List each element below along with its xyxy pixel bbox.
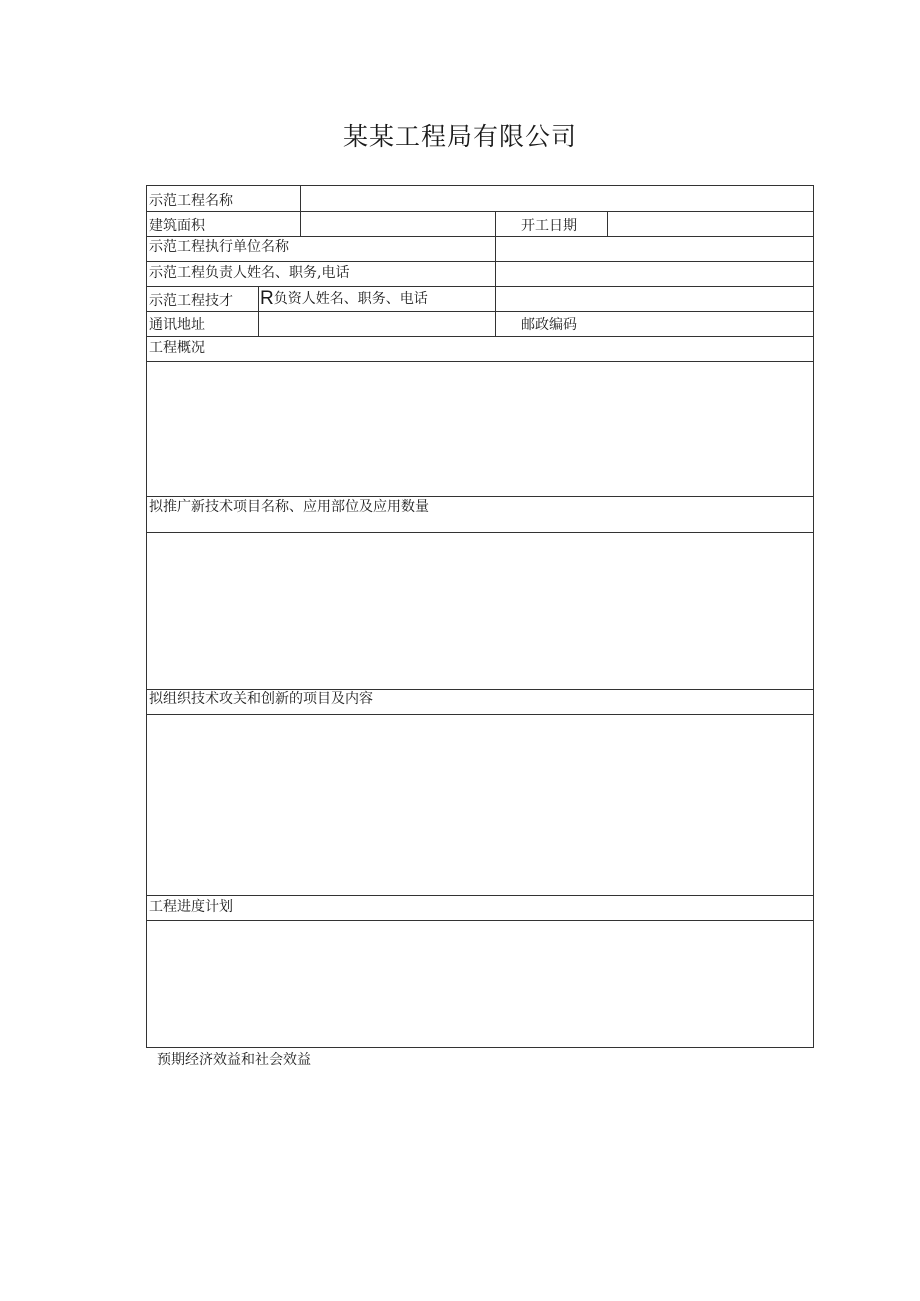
row-divider bbox=[147, 895, 813, 896]
innovation-field[interactable] bbox=[151, 719, 807, 891]
overview-label: 工程概况 bbox=[149, 340, 205, 356]
schedule-field[interactable] bbox=[151, 925, 807, 1043]
innovation-label: 拟组织技术攻关和创新的项目及内容 bbox=[149, 691, 373, 707]
column-divider bbox=[300, 186, 301, 236]
benefits-label: 预期经济效益和社会效益 bbox=[157, 1052, 311, 1068]
row-divider bbox=[147, 261, 813, 262]
row-divider bbox=[147, 920, 813, 921]
project-name-field[interactable] bbox=[305, 193, 810, 209]
new-tech-field[interactable] bbox=[151, 537, 807, 685]
row-divider bbox=[147, 689, 813, 690]
tech-lead-label-part-b: 负资人姓名、职务、电话 bbox=[273, 291, 428, 307]
manager-field[interactable] bbox=[500, 265, 810, 281]
overview-field[interactable] bbox=[151, 366, 807, 491]
row-divider bbox=[147, 211, 813, 212]
row-divider bbox=[147, 336, 813, 337]
column-divider bbox=[495, 211, 496, 336]
schedule-label: 工程进度计划 bbox=[149, 899, 233, 915]
building-area-field[interactable] bbox=[305, 218, 490, 234]
tech-lead-label-continued bbox=[260, 288, 428, 309]
address-field[interactable] bbox=[263, 317, 491, 333]
row-divider bbox=[147, 236, 813, 237]
postcode-label: 邮政编码 bbox=[521, 317, 577, 333]
exec-unit-field[interactable] bbox=[500, 239, 810, 255]
new-tech-label: 拟推广新技术项目名称、应用部位及应用数量 bbox=[149, 499, 429, 515]
postcode-field[interactable] bbox=[617, 317, 807, 333]
exec-unit-label: 示范工程执行单位名称 bbox=[149, 239, 289, 255]
tech-lead-label-r: R bbox=[260, 288, 274, 309]
row-divider bbox=[147, 361, 813, 362]
tech-lead-label-part-a: 示范工程技才 bbox=[149, 293, 233, 309]
row-divider bbox=[147, 311, 813, 312]
column-divider bbox=[607, 211, 608, 236]
start-date-field[interactable] bbox=[612, 218, 810, 234]
tech-lead-label bbox=[149, 293, 233, 309]
start-date-label: 开工日期 bbox=[521, 218, 577, 234]
building-area-label: 建筑面积 bbox=[149, 218, 205, 234]
project-name-label: 示范工程名称 bbox=[149, 193, 233, 209]
address-label: 通讯地址 bbox=[149, 317, 205, 333]
row-divider bbox=[147, 714, 813, 715]
row-divider bbox=[147, 496, 813, 497]
document-title: 某某工程局有限公司 bbox=[342, 122, 577, 151]
row-divider bbox=[147, 532, 813, 533]
manager-label: 示范工程负责人姓名、职务,电话 bbox=[149, 265, 350, 281]
tech-lead-field[interactable] bbox=[500, 293, 810, 309]
project-application-form bbox=[146, 185, 814, 1048]
column-divider bbox=[258, 286, 259, 336]
row-divider bbox=[147, 286, 813, 287]
